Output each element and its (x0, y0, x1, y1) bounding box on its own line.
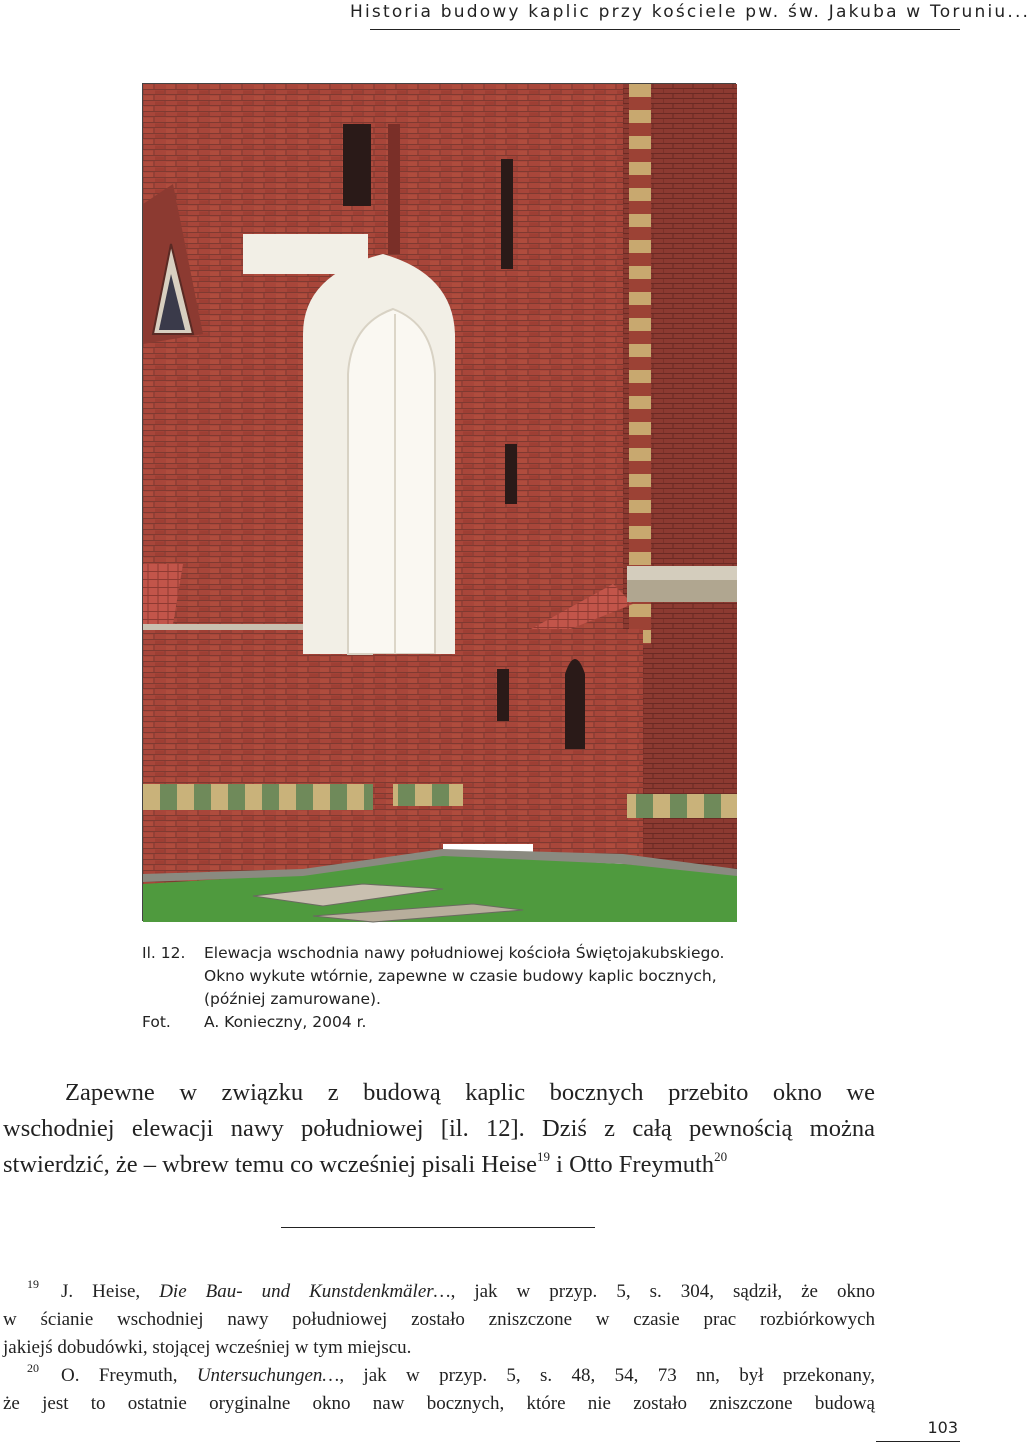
footnote-19-number: 19 (27, 1277, 39, 1291)
caption-line-1: Elewacja wschodnia nawy południowej kościoła Świętojakubskiego. (204, 944, 725, 962)
body-paragraph (3, 1075, 875, 1183)
caption-row-1 (142, 942, 842, 965)
caption-label: Il. 12. (142, 944, 186, 962)
body-line-3-start: stwierdzić, że – wbrew temu co wcześniej pisali Heise (3, 1151, 538, 1178)
footnote-ref-20: 20 (714, 1149, 728, 1164)
footnote-ref-19: 19 (537, 1149, 551, 1164)
body-line-3-end: i Otto Freymuth (550, 1151, 715, 1178)
photo-credit: A. Konieczny, 2004 r. (204, 1013, 367, 1031)
page-number: 103 (927, 1418, 958, 1437)
footnote-19-author: J. Heise, (61, 1281, 160, 1302)
footnote-20-number: 20 (27, 1361, 39, 1375)
church-photo (142, 83, 736, 921)
page-number-rule (876, 1441, 960, 1442)
body-line-1: Zapewne w związku z budową kaplic bocznych przebito okno we (65, 1079, 875, 1106)
footnotes (3, 1278, 875, 1418)
caption-row-credit (142, 1011, 842, 1034)
footnote-19-line-2: w ścianie wschodniej nawy południowej zostało zniszczone w czasie prac rozbiórkowych (3, 1309, 875, 1330)
figure-caption (142, 942, 842, 1034)
footnote-20-line-1 (3, 1362, 875, 1390)
footnote-20-title: Untersuchungen… (196, 1365, 340, 1386)
body-line-3 (3, 1147, 875, 1183)
running-head-rule (370, 29, 960, 30)
footnote-19-title: Die Bau- und Kunstdenkmäler… (159, 1281, 451, 1302)
body-line-2: wschodniej elewacji nawy południowej [il. 12]. Dziś z całą pewnością można (3, 1115, 875, 1142)
footnote-separator (281, 1227, 595, 1228)
photo-credit-label: Fot. (142, 1013, 171, 1031)
footnote-19-line-3: jakiejś dobudówki, stojącej wcześniej w tym miejscu. (3, 1337, 412, 1358)
footnote-19-line-1 (3, 1278, 875, 1306)
caption-row-2 (142, 965, 842, 988)
caption-line-3: (później zamurowane). (204, 990, 381, 1008)
running-head: Historia budowy kaplic przy kościele pw. św. Jakuba w Toruniu... (350, 2, 1030, 22)
footnote-19-rest: , jak w przyp. 5, s. 304, sądził, że okno (450, 1281, 875, 1302)
church-photo-illustration (143, 84, 737, 922)
caption-row-3 (142, 988, 842, 1011)
footnote-20-rest: , jak w przyp. 5, s. 48, 54, 73 nn, był przekonany, (339, 1365, 875, 1386)
footnote-20-line-2: że jest to ostatnie oryginalne okno naw bocznych, które nie zostało zniszczone budową (3, 1393, 875, 1414)
caption-line-2: Okno wykute wtórnie, zapewne w czasie budowy kaplic bocznych, (204, 967, 717, 985)
footnote-20-author: O. Freymuth, (61, 1365, 197, 1386)
